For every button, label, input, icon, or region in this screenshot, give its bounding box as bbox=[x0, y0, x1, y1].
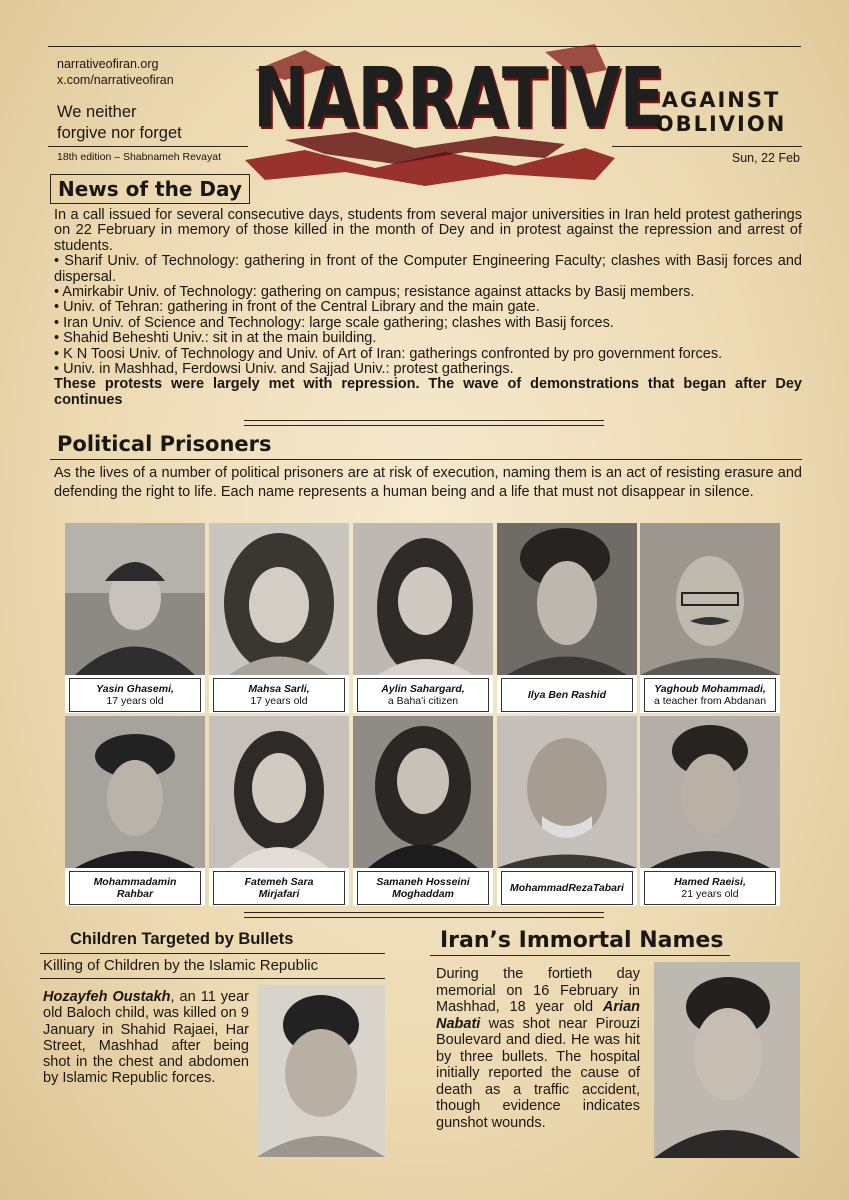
prisoner-detail: 21 years old bbox=[681, 888, 739, 900]
prisoner-photo bbox=[353, 716, 493, 868]
news-intro: In a call issued for several consecutive days, students from several major universities in Iran held protest gatherings on 22 February in memory of those killed in the month of Dey and in protest against the repression and arrest of students. bbox=[54, 207, 802, 254]
children-story bbox=[43, 989, 249, 1087]
prisoner-photo bbox=[497, 523, 637, 675]
prisoner-name: Aylin Sahargard, bbox=[381, 683, 465, 695]
prisoner-photo bbox=[353, 523, 493, 675]
prisoner-detail: Moghaddam bbox=[392, 888, 454, 900]
prisoner-detail: Mirjafari bbox=[258, 888, 300, 900]
masthead-right-rule bbox=[612, 146, 802, 147]
child-story-text: , an 11 year old Baloch child, was killed on 9 January in Shahid Rajaei, Har Street, Mashhad after being shot in the chest and abdomen by Islamic Republic forces. bbox=[43, 989, 249, 1087]
prisoner-detail: a Baha'i citizen bbox=[387, 695, 459, 707]
section-divider bbox=[244, 912, 604, 918]
prisoner-card bbox=[65, 716, 205, 906]
child-name: Hozayfeh Oustakh bbox=[43, 989, 171, 1005]
prisoner-name: Fatemeh Sara bbox=[244, 876, 314, 888]
news-closing: These protests were largely met with repression. The wave of demonstrations that began after Dey continues bbox=[54, 376, 802, 408]
news-item: • Shahid Beheshti Univ.: sit in at the main building. bbox=[54, 330, 377, 347]
immortal-title: Iran’s Immortal Names bbox=[440, 928, 724, 953]
prisoner-caption bbox=[357, 678, 489, 712]
prisoners-title: Political Prisoners bbox=[57, 432, 272, 456]
prisoner-photo bbox=[65, 716, 205, 868]
prisoner-photo bbox=[640, 523, 780, 675]
news-item: • Sharif Univ. of Technology: gathering in front of the Computer Engineering Faculty; clashes with Basij forces and dispersal. bbox=[54, 253, 802, 285]
prisoner-card bbox=[65, 523, 205, 713]
tagline bbox=[57, 102, 182, 144]
edition-label: 18th edition – Shabnameh Revayat bbox=[57, 151, 222, 163]
prisoner-name: Yaghoub Mohammadi, bbox=[654, 683, 766, 695]
prisoner-card bbox=[497, 523, 637, 713]
prisoner-name: Ilya Ben Rashid bbox=[527, 689, 607, 701]
prisoner-photo bbox=[209, 523, 349, 675]
masthead-links bbox=[57, 56, 174, 88]
prisoner-caption bbox=[213, 871, 345, 905]
prisoner-caption bbox=[644, 871, 776, 905]
news-item: • Univ. of Tehran: gathering in front of the Central Library and the main gate. bbox=[54, 299, 540, 316]
news-body bbox=[54, 208, 802, 408]
prisoner-name: Mahsa Sarli, bbox=[248, 683, 310, 695]
prisoner-caption bbox=[501, 678, 633, 712]
against-word: AGAINST bbox=[661, 88, 781, 112]
prisoner-card bbox=[640, 523, 780, 713]
logo bbox=[245, 40, 664, 190]
prisoner-photo bbox=[497, 716, 637, 868]
prisoner-caption bbox=[213, 678, 345, 712]
news-item: • Univ. in Mashhad, Ferdowsi Univ. and Sajjad Univ.: protest gatherings. bbox=[54, 361, 514, 378]
logo-wordmark: NARRATIVE bbox=[253, 50, 664, 147]
prisoner-caption bbox=[644, 678, 776, 712]
issue-date: Sun, 22 Feb bbox=[731, 151, 800, 165]
site-link[interactable]: narrativeofiran.org bbox=[57, 57, 159, 71]
prisoner-card bbox=[640, 716, 780, 906]
x-link[interactable]: x.com/narrativeofiran bbox=[57, 73, 174, 87]
tagline-line-2: forgive nor forget bbox=[57, 124, 182, 142]
prisoner-card bbox=[209, 523, 349, 713]
children-title: Children Targeted by Bullets bbox=[70, 930, 294, 948]
immortal-photo bbox=[654, 962, 800, 1158]
immortal-story-rest: was shot near Pirouzi Boulevard and died. He was hit by three bullets. The hospital initially reported the cause of death as a traffic accident, though evidence indicates gunshot wounds. bbox=[436, 1015, 640, 1131]
prisoner-name: MohammadRezaTabari bbox=[510, 882, 624, 894]
prisoner-photo bbox=[65, 523, 205, 675]
prisoner-detail: Rahbar bbox=[116, 888, 154, 900]
prisoner-name: Mohammadamin bbox=[93, 876, 177, 888]
prisoner-photo bbox=[640, 716, 780, 868]
children-subtitle: Killing of Children by the Islamic Republic bbox=[43, 957, 319, 974]
immortal-story-lead: During the fortieth day memorial on 16 February in Mashhad, 18 year old bbox=[436, 966, 640, 1015]
child-photo bbox=[257, 985, 385, 1157]
prisoners-intro: As the lives of a number of political prisoners are at risk of execution, naming them is an act of resisting erasure and defending the right to life. Each name represents a human being and a life that must not disappear in silence. bbox=[54, 465, 802, 500]
prisoner-detail: 17 years old bbox=[250, 695, 308, 707]
prisoner-caption bbox=[69, 871, 201, 905]
prisoner-caption bbox=[69, 678, 201, 712]
news-item: • K N Toosi Univ. of Technology and Univ. of Art of Iran: gatherings confronted by pro government forces. bbox=[54, 345, 723, 362]
news-title: News of the Day bbox=[50, 174, 250, 204]
section-divider bbox=[244, 420, 604, 426]
prisoner-detail: a teacher from Abdanan bbox=[653, 695, 767, 707]
prisoners-title-underline bbox=[50, 459, 802, 460]
oblivion-word: OBLIVION bbox=[655, 112, 787, 136]
prisoner-photo bbox=[209, 716, 349, 868]
immortal-title-rule bbox=[430, 955, 730, 956]
immortal-name: Arian Nabati bbox=[436, 999, 640, 1032]
news-item: • Iran Univ. of Science and Technology: large scale gathering; clashes with Basij forces. bbox=[54, 314, 614, 331]
prisoner-detail: 17 years old bbox=[106, 695, 164, 707]
prisoner-card bbox=[209, 716, 349, 906]
prisoner-name: Samaneh Hosseini bbox=[376, 876, 470, 888]
children-subtitle-rule bbox=[40, 978, 385, 979]
prisoner-card bbox=[497, 716, 637, 906]
immortal-story bbox=[436, 966, 640, 1131]
prisoner-name: Yasin Ghasemi, bbox=[96, 683, 174, 695]
prisoner-card bbox=[353, 716, 493, 906]
prisoner-caption bbox=[501, 871, 633, 905]
children-title-rule bbox=[40, 953, 385, 954]
prisoner-caption bbox=[357, 871, 489, 905]
against-oblivion bbox=[640, 88, 802, 136]
prisoner-card bbox=[353, 523, 493, 713]
tagline-line-1: We neither bbox=[57, 103, 137, 121]
news-item: • Amirkabir Univ. of Technology: gathering on campus; resistance against attacks by Basij members. bbox=[54, 284, 695, 301]
prisoner-name: Hamed Raeisi, bbox=[674, 876, 746, 888]
masthead-sub-rule bbox=[48, 146, 248, 147]
